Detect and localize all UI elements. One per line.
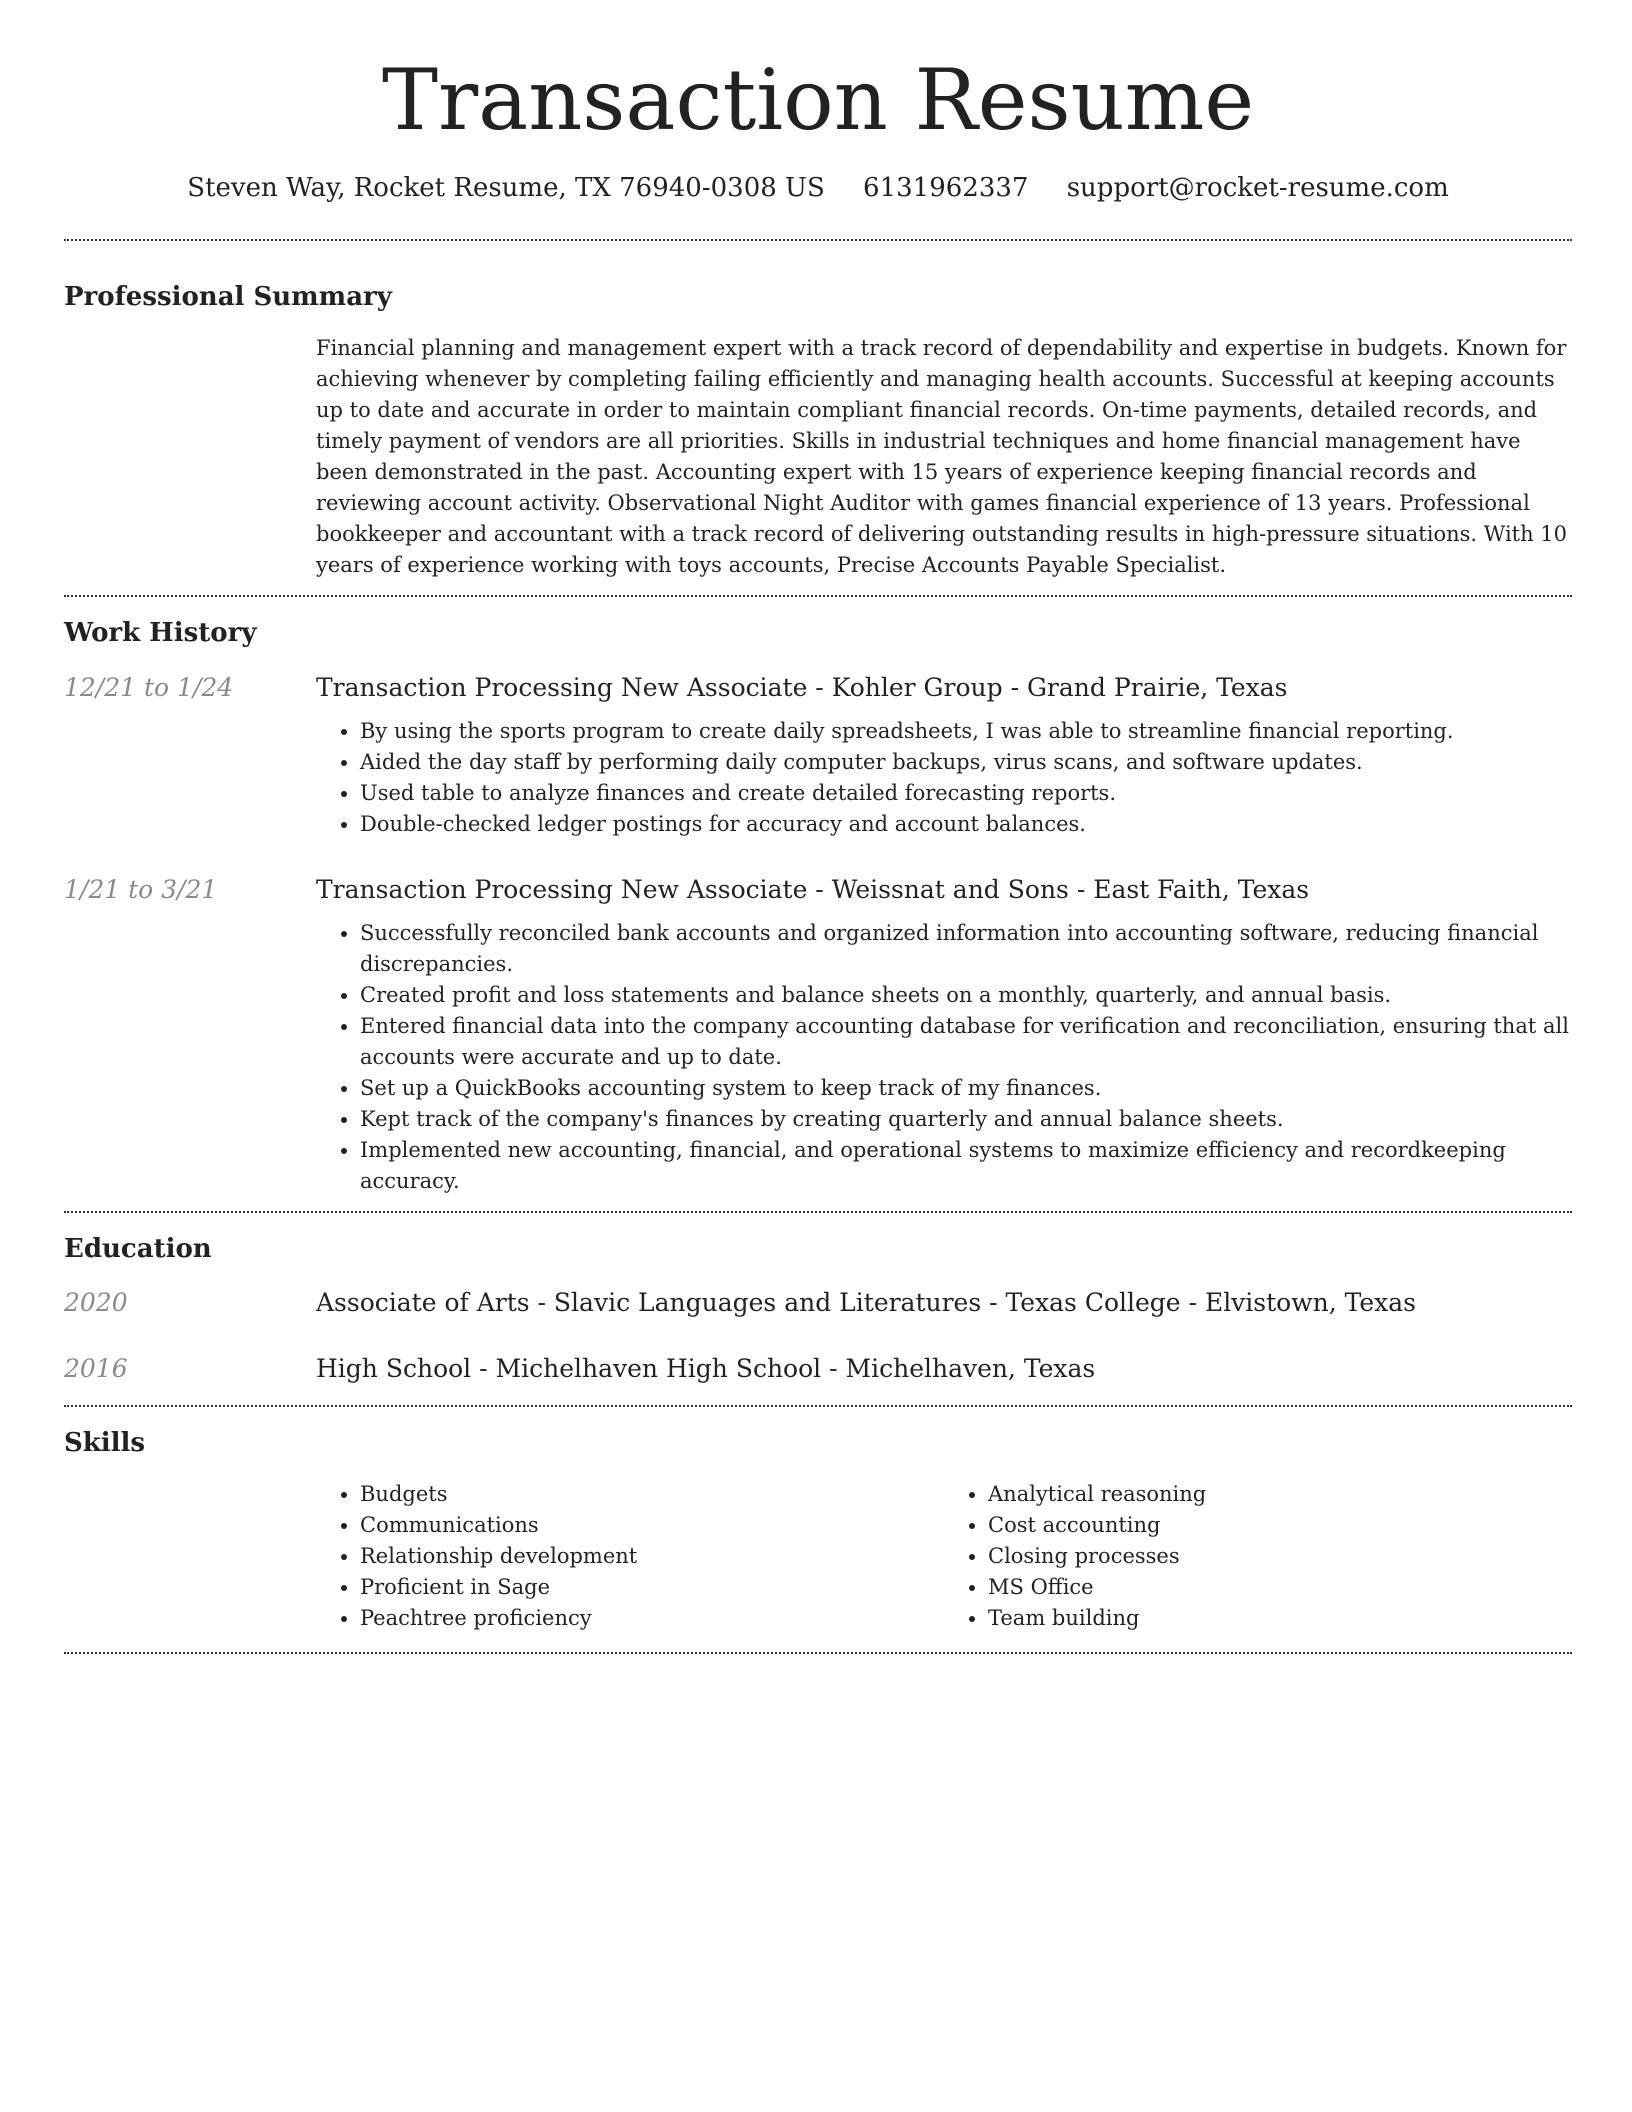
email: support@rocket-resume.com xyxy=(1066,172,1449,203)
summary-text: Financial planning and management expert with a track record of dependability and expertise in budgets. Known for achieving whenever by completing failing efficiently and managing health accounts. Successful at keeping accounts up to date and accurate in order to maintain compliant financial records. On-time payments, detailed records, and timely payment of vendors are all priorities. Skills in industrial techniques and home financial management have been demonstrated in the past. Accounting expert with 15 years of experience keeping financial records and reviewing account activity. Observational Night Auditor with games financial experience of 13 years. Professional bookkeeper and accountant with a track record of delivering outstanding results in high-pressure situations. With 10 years of experience working with toys accounts, Precise Accounts Payable Specialist. xyxy=(316,335,1568,577)
list-item: • Created profit and loss statements and balance sheets on a monthly, quarterly, and annual basis. xyxy=(360,980,1572,1011)
list-item: • Set up a QuickBooks accounting system to keep track of my finances. xyxy=(360,1073,1572,1104)
resume-page xyxy=(64,0,1572,1654)
education-section xyxy=(64,1213,1572,1405)
skill-item: • Team building xyxy=(988,1603,1572,1634)
job-date: 12/21 to 1/24 xyxy=(64,673,234,703)
skill-item: • Communications xyxy=(360,1510,944,1541)
education-date: 2016 xyxy=(64,1354,128,1384)
skill-item: • MS Office xyxy=(988,1572,1572,1603)
skill-item: • Budgets xyxy=(360,1479,944,1510)
list-item: • Double-checked ledger postings for accuracy and account balances. xyxy=(360,809,1572,840)
education-entry xyxy=(64,1353,1572,1385)
list-item: • By using the sports program to create daily spreadsheets, I was able to streamline financial reporting. xyxy=(360,716,1572,747)
job-date: 1/21 to 3/21 xyxy=(64,875,218,905)
skill-item: • Relationship development xyxy=(360,1541,944,1572)
education-entry xyxy=(64,1287,1572,1319)
skill-item: • Peachtree proficiency xyxy=(360,1603,944,1634)
job-bullets xyxy=(316,918,1572,1197)
skills-list-right xyxy=(944,1479,1572,1634)
list-item: • Aided the day staff by performing daily computer backups, virus scans, and software updates. xyxy=(360,747,1572,778)
phone: 6131962337 xyxy=(863,172,1029,203)
skills-section xyxy=(64,1407,1572,1634)
section-title-work: Work History xyxy=(64,617,257,648)
education-heading: Associate of Arts - Slavic Languages and Literatures - Texas College - Elvistown, Texas xyxy=(316,1288,1416,1318)
work-history-section xyxy=(64,597,1572,1212)
job-entry xyxy=(64,874,1572,1197)
section-title-education: Education xyxy=(64,1234,212,1265)
list-item: • Entered financial data into the company accounting database for verification and reconciliation, ensuring that all accounts were accurate and up to date. xyxy=(360,1011,1572,1073)
job-entry xyxy=(64,672,1572,840)
skill-item: • Closing processes xyxy=(988,1541,1572,1572)
education-heading: High School - Michelhaven High School - Michelhaven, Texas xyxy=(316,1354,1096,1384)
job-bullets xyxy=(316,716,1572,840)
list-item: • Used table to analyze finances and create detailed forecasting reports. xyxy=(360,778,1572,809)
summary-section xyxy=(64,241,1572,581)
job-heading: Transaction Processing New Associate - Weissnat and Sons - East Faith, Texas xyxy=(316,875,1310,905)
section-title-summary: Professional Summary xyxy=(64,281,392,312)
skill-item: • Proficient in Sage xyxy=(360,1572,944,1603)
education-date: 2020 xyxy=(64,1288,128,1318)
job-heading: Transaction Processing New Associate - Kohler Group - Grand Prairie, Texas xyxy=(316,673,1288,703)
resume-title: Transaction Resume xyxy=(381,51,1255,149)
list-item: • Successfully reconciled bank accounts and organized information into accounting software, reducing financial discrepancies. xyxy=(360,918,1572,980)
contact-line xyxy=(64,173,1572,203)
section-title-skills: Skills xyxy=(64,1428,146,1459)
list-item: • Implemented new accounting, financial, and operational systems to maximize efficiency and recordkeeping accuracy. xyxy=(360,1135,1572,1197)
address: Steven Way, Rocket Resume, TX 76940-0308 US xyxy=(187,172,825,203)
skill-item: • Analytical reasoning xyxy=(988,1479,1572,1510)
divider xyxy=(64,1652,1572,1654)
list-item: • Kept track of the company's finances by creating quarterly and annual balance sheets. xyxy=(360,1104,1572,1135)
skills-columns xyxy=(316,1479,1572,1634)
skill-item: • Cost accounting xyxy=(988,1510,1572,1541)
skills-list-left xyxy=(316,1479,944,1634)
